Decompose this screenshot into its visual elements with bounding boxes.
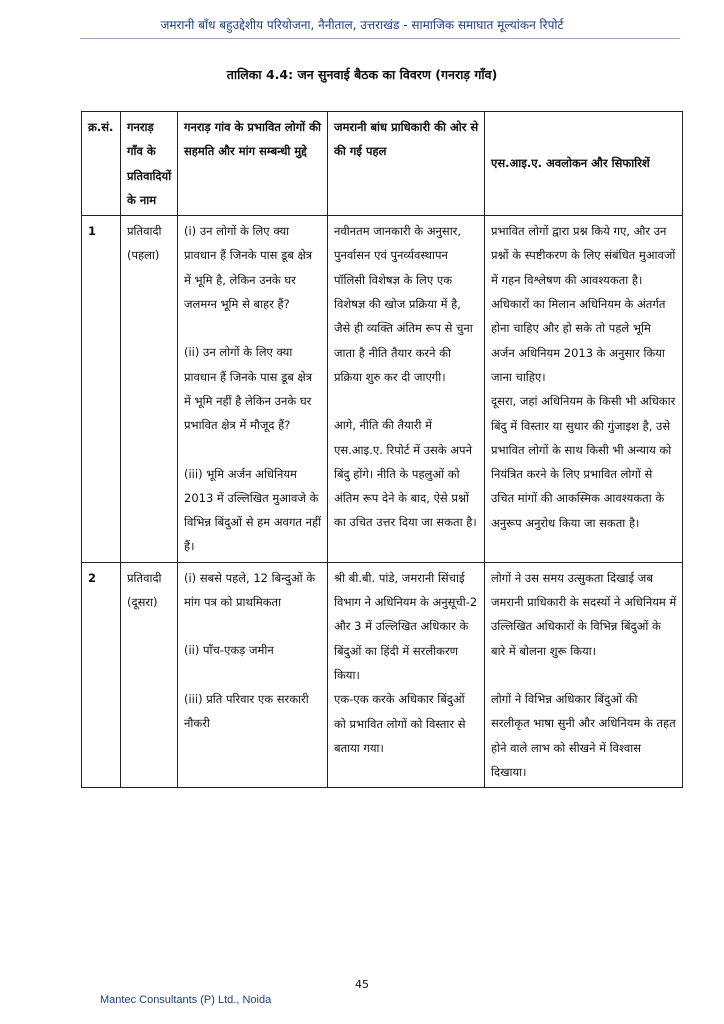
table-header-row [82,112,683,216]
observation-item: लोगों ने विभिन्न अधिकार बिंदुओं की सरलीकृत भाषा सुनी और अधिनियम के तहत होने वाले लाभ को सीखने में विश्वास दिखाया। [491,691,676,779]
header-sia-observations: एस.आइ.ए. अवलोकन और सिफारिशें [485,112,683,216]
observations-cell [485,216,683,563]
public-hearing-table [81,111,683,788]
observation-item: लोगों ने उस समय उत्सुकता दिखाई जब जमरानी प्राधिकारी के सदस्यों ने अधिनियम में उल्लिखित अधिकारों के विभिन्न बिंदुओं के बारे में बोलना शुरू किया। [491,570,677,658]
issue-item: (ii) पाँच-एकड़ जमीन [184,643,274,658]
header-issues: गनराड़ गांव के प्रभावित लोगों की सहमति और मांग सम्बन्धी मुद्दे [178,112,328,216]
serial-number-cell: 1 [82,216,121,563]
table-row [82,216,683,563]
footer-company-name: Mantec Consultants (P) Ltd., Noida [100,994,272,1006]
issue-item: (i) उन लोगों के लिए क्या प्रावधान हैं जिनके पास डूब क्षेत्र में भूमि है, लेकिन उनके घर जलमग्न भूमि से बाहर हैं? [184,224,313,312]
issues-cell [178,216,328,563]
header-authority-initiatives: जमरानी बांध प्राधिकारी की ओर से की गई पहल [328,112,485,216]
observation-item: दूसरा, जहां अधिनियम के किसी भी अधिकार बिंदु में विस्तार या सुधार की गुंजाइश है, उसे प्रभावित लोगों के साथ किसी भी अन्याय को नियंत्रित करने के लिए प्रभावित लोगों से उचित मांगों की आकस्मिक आवश्यकता के अनुरूप अनुरोध किया जा सकता है। [491,394,676,530]
issue-item: (i) सबसे पहले, 12 बिन्दुओं के मांग पत्र को प्राथमिकता [184,570,316,610]
observations-cell [485,562,683,787]
header-divider [80,38,680,39]
running-header: जमरानी बाँध बहुउद्देशीय परियोजना, नैनीताल, उत्तराखंड - सामाजिक समाघात मूल्यांकन रिपोर्ट [160,18,564,32]
initiative-item: एक-एक करके अधिकार बिंदुओं को प्रभावित लोगों को विस्तार से बताया गया। [334,692,466,755]
respondent-cell: प्रतिवादी (पहला) [121,216,178,563]
issue-item: (iii) भूमि अर्जन अधिनियम 2013 में उल्लिखित मुआवजे के विभिन्न बिंदुओं से हम अवगत नहीं हैं। [184,466,322,554]
page-number: 45 [355,978,369,991]
initiatives-cell [328,562,485,787]
table-caption: तालिका 4.4: जन सुनवाई बैठक का विवरण (गनराड़ गाँव) [226,67,498,82]
observation-item: प्रभावित लोगों द्वारा प्रश्न किये गए, और उन प्रश्नों के स्पष्टीकरण के लिए संबंधित मुआवजों में गहन विश्लेषण की आवश्यकता है। अधिकारों का मिलान अधिनियम के अंतर्गत होना चाहिए और हो सके तो पहले भूमि अर्जन अधिनियम 2013 के अनुसार किया जाना चाहिए। [491,224,676,384]
header-respondent-name: गनराड़ गाँव के प्रतिवादियों के नाम [121,112,178,216]
serial-number-cell: 2 [82,562,121,787]
table-row [82,562,683,787]
initiatives-cell [328,216,485,563]
initiative-item: नवीनतम जानकारी के अनुसार, पुनर्वासन एवं पुनर्व्यवस्थापन पॉलिसी विशेषज्ञ के लिए एक विशेषज्ञ की खोज प्रक्रिया में है, जैसे ही व्यक्ति अंतिम रूप से चुना जाता है नीति तैयार करने की प्रक्रिया शुरु कर दी जाएगी। [334,224,473,384]
issues-cell [178,562,328,787]
initiative-item: श्री बी.बी. पांडे, जमरानी सिंचाई विभाग ने अधिनियम के अनुसूची-2 और 3 में उल्लिखित अधिकार के बिंदुओं का हिंदी में सरलीकरण किया। [334,570,478,682]
header-serial-number: क्र.सं. [82,112,121,216]
initiative-item: आगे, नीति की तैयारी में एस.आइ.ए. रिपोर्ट में उसके अपने बिंदु होंगे। नीति के पहलुओं को अंतिम रूप देने के बाद, ऐसे प्रश्नों का उचित उत्तर दिया जा सकता है। [334,418,477,530]
respondent-cell: प्रतिवादी (दूसरा) [121,562,178,787]
issue-item: (ii) उन लोगों के लिए क्या प्रावधान हैं जिनके पास डूब क्षेत्र में भूमि नहीं है लेकिन उनके घर प्रभावित क्षेत्र में मौजूद हैं? [184,345,313,433]
issue-item: (iii) प्रति परिवार एक सरकारी नौकरी [184,691,309,730]
